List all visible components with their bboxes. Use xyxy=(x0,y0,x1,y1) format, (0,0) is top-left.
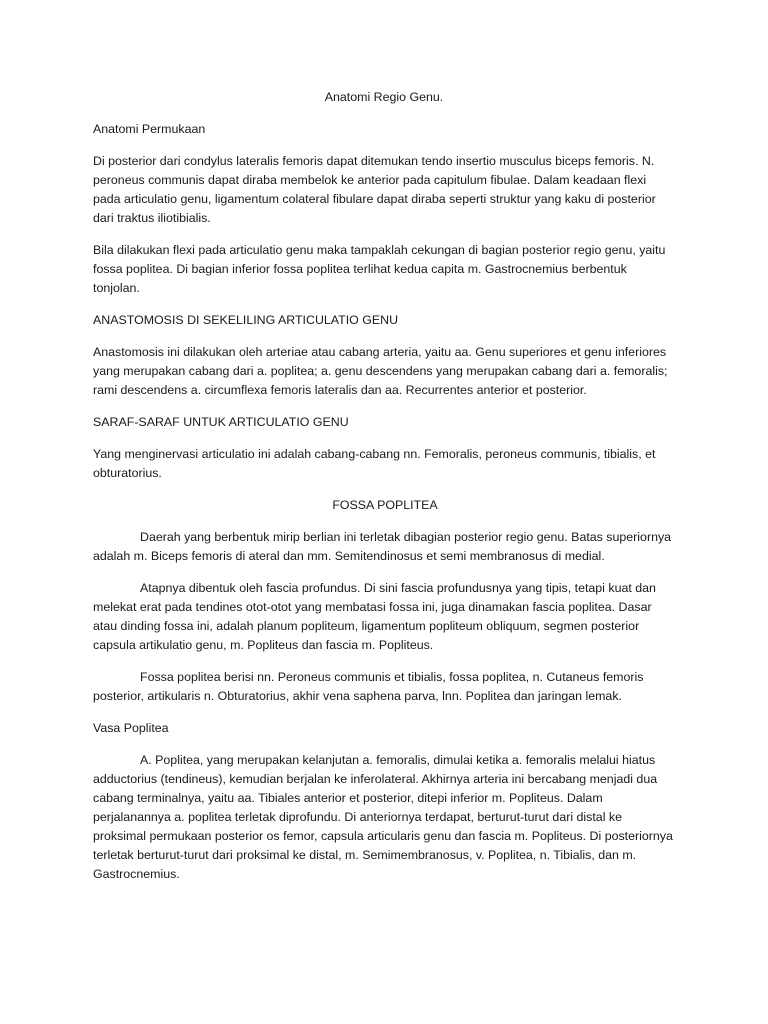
paragraph: Yang menginervasi articulatio ini adalah cabang-cabang nn. Femoralis, peroneus communis, tibialis, et obturatorius. xyxy=(93,447,656,480)
paragraph: Fossa poplitea berisi nn. Peroneus communis et tibialis, fossa poplitea, n. Cutaneus femoris posterior, artikularis n. Obturatorius, akhir vena saphena parva, lnn. Poplitea dan jaringan lemak. xyxy=(93,670,644,703)
paragraph: Atapnya dibentuk oleh fascia profundus. Di sini fascia profundusnya yang tipis, tetapi kuat dan melekat erat pada tendines otot-otot yang membatasi fossa ini, juga dinamakan fascia poplitea. Dasar atau dinding fossa ini, adalah planum popliteum, ligamentum popliteum obliquum, segmen posterior capsula artikulatio genu, m. Popliteus dan fascia m. Popliteus. xyxy=(93,581,656,652)
section-heading-anastomosis: ANASTOMOSIS DI SEKELILING ARTICULATIO GENU xyxy=(93,313,399,327)
document-body xyxy=(93,88,675,897)
section-heading-saraf: SARAF-SARAF UNTUK ARTICULATIO GENU xyxy=(93,415,349,429)
section-heading-fossa-poplitea: FOSSA POPLITEA xyxy=(332,498,438,512)
paragraph: A. Poplitea, yang merupakan kelanjutan a. femoralis, dimulai ketika a. femoralis melalui hiatus adductorius (tendineus), kemudian berjalan ke inferolateral. Akhirnya arteria ini bercabang menjadi dua cabang terminalnya, yaitu aa. Tibiales anterior et posterior, ditepi inferior m. Popliteus. Dalam perjalanannya a. poplitea terletak diprofundu. Di anteriornya terdapat, berturut-turut dari distal ke proksimal permukaan posterior os femor, capsula articularis genu dan fascia m. Popliteus. Di posteriornya terletak berturut-turut dari proksimal ke distal, m. Semimembranosus, v. Poplitea, n. Tibialis, dan m. Gastrocnemius. xyxy=(93,753,673,881)
section-heading-anatomi-permukaan: Anatomi Permukaan xyxy=(93,122,206,136)
paragraph: Bila dilakukan flexi pada articulatio genu maka tampaklah cekungan di bagian posterior regio genu, yaitu fossa poplitea. Di bagian inferior fossa poplitea terlihat kedua capita m. Gastrocnemius berbentuk tonjolan. xyxy=(93,243,666,295)
paragraph: Anastomosis ini dilakukan oleh arteriae atau cabang arteria, yaitu aa. Genu superiores et genu inferiores yang merupakan cabang dari a. poplitea; a. genu descendens yang merupakan cabang dari a. femoralis; rami descendens a. circumflexa femoris lateralis dan aa. Recurrentes anterior et posterior. xyxy=(93,345,668,397)
paragraph: Daerah yang berbentuk mirip berlian ini terletak dibagian posterior regio genu. Batas superiornya adalah m. Biceps femoris di ateral dan mm. Semitendinosus et semi membranosus di medial. xyxy=(93,530,672,563)
section-heading-vasa-poplitea: Vasa Poplitea xyxy=(93,721,169,735)
document-title: Anatomi Regio Genu. xyxy=(324,90,444,104)
paragraph: Di posterior dari condylus lateralis femoris dapat ditemukan tendo insertio musculus biceps femoris. N. peroneus communis dapat diraba membelok ke anterior pada capitulum fibulae. Dalam keadaan flexi pada articulatio genu, ligamentum colateral fibulare dapat diraba seperti struktur yang kaku di posterior dari traktus iliotibialis. xyxy=(93,154,656,225)
